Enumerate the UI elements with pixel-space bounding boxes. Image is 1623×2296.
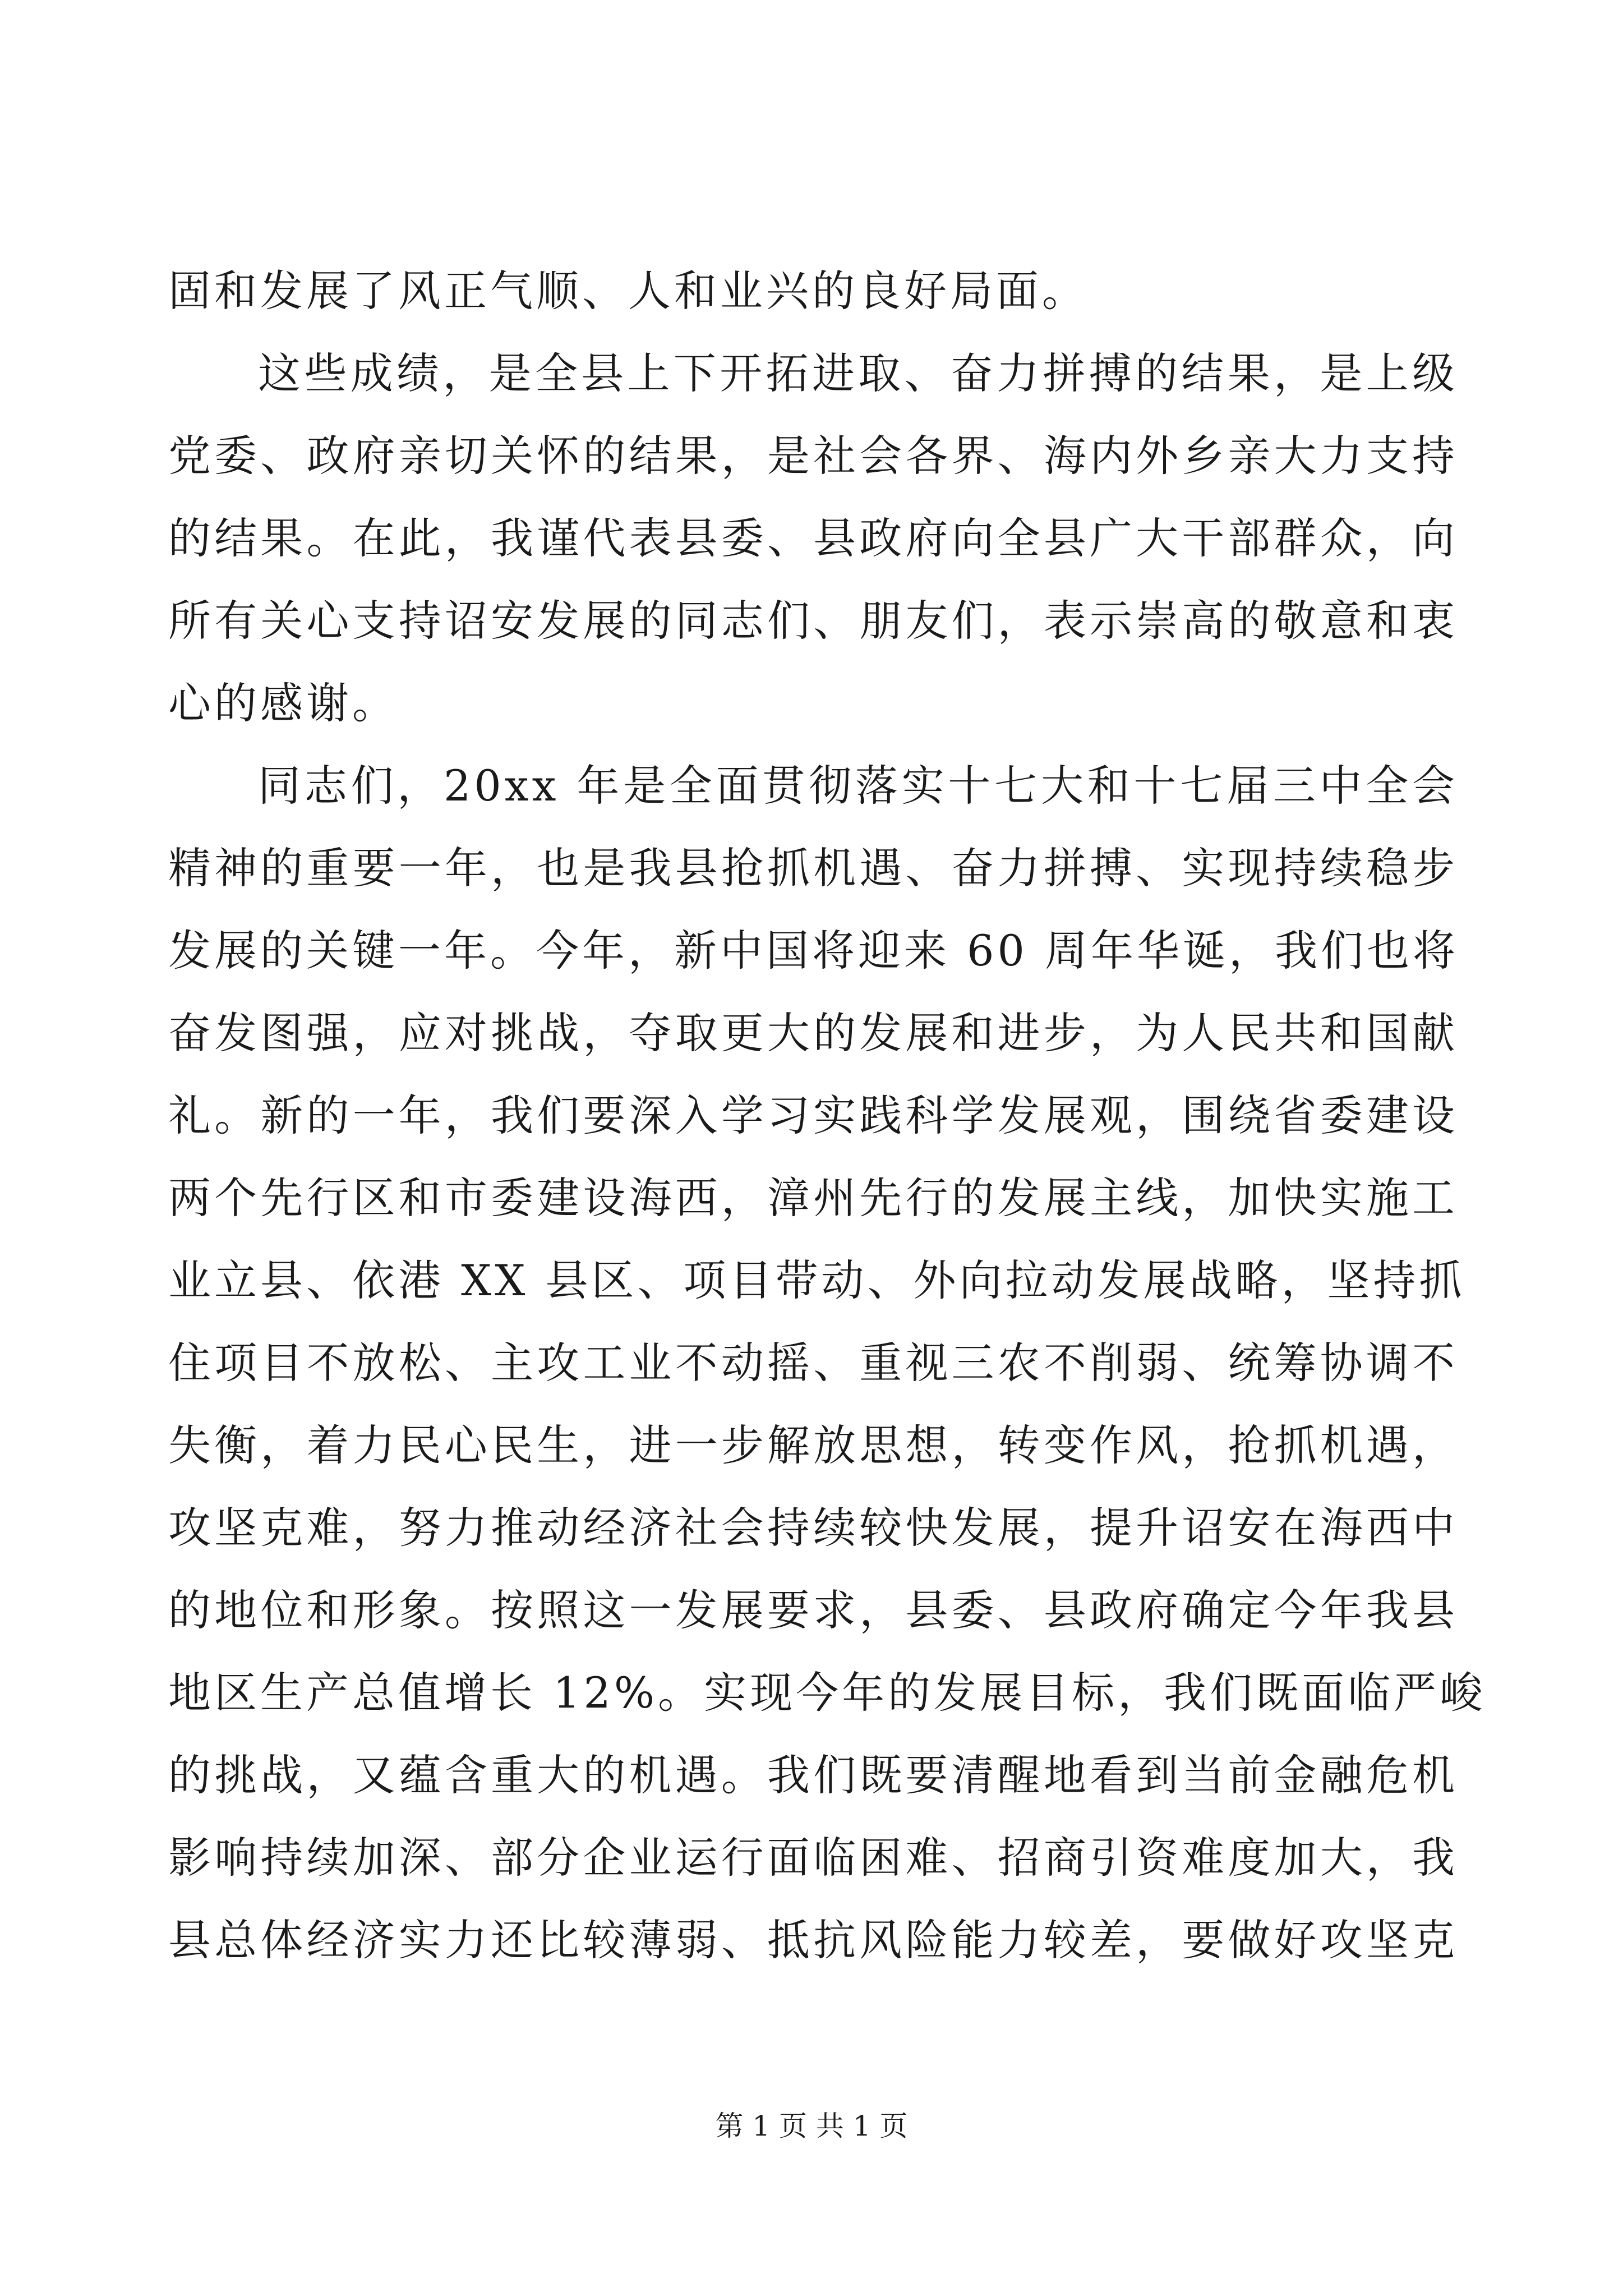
text-line: 这些成绩，是全县上下开拓进取、奋力拼搏的结果，是上级 xyxy=(258,348,1458,398)
text-line: 固和发展了风正气顺、人和业兴的良好局面。 xyxy=(168,266,1088,316)
text-line: 的结果。在此，我谨代表县委、县政府向全县广大干部群众，向 xyxy=(168,513,1458,563)
text-line: 攻坚克难，努力推动经济社会持续较快发展，提升诏安在海西中 xyxy=(168,1503,1458,1553)
document-body xyxy=(168,250,1486,1981)
text-line: 礼。新的一年，我们要深入学习实践科学发展观，围绕省委建设 xyxy=(168,1091,1458,1140)
text-line: 的地位和形象。按照这一发展要求，县委、县政府确定今年我县 xyxy=(168,1585,1458,1635)
text-line: 住项目不放松、主攻工业不动摇、重视三农不削弱、统筹协调不 xyxy=(168,1338,1458,1388)
text-line: 同志们，20xx 年是全面贯彻落实十七大和十七届三中全会 xyxy=(258,761,1458,811)
text-line: 发展的关键一年。今年，新中国将迎来 60 周年华诞，我们也将 xyxy=(168,926,1459,976)
text-line: 县总体经济实力还比较薄弱、抵抗风险能力较差，要做好攻坚克 xyxy=(168,1915,1458,1965)
text-line: 地区生产总值增长 12%。实现今年的发展目标，我们既面临严峻 xyxy=(168,1668,1486,1718)
text-line: 失衡，着力民心民生，进一步解放思想，转变作风，抢抓机遇， xyxy=(168,1420,1458,1470)
text-line: 奋发图强，应对挑战，夺取更大的发展和进步，为人民共和国献 xyxy=(168,1008,1458,1058)
text-line: 所有关心支持诏安发展的同志们、朋友们，表示崇高的敬意和衷 xyxy=(168,596,1458,646)
text-line: 两个先行区和市委建设海西，漳州先行的发展主线，加快实施工 xyxy=(168,1173,1458,1223)
text-line: 影响持续加深、部分企业运行面临困难、招商引资难度加大，我 xyxy=(168,1833,1458,1883)
page-footer: 第 1 页 共 1 页 xyxy=(715,2110,908,2142)
text-line: 业立县、依港 XX 县区、项目带动、外向拉动发展战略，坚持抓 xyxy=(168,1255,1465,1305)
text-line: 的挑战，又蕴含重大的机遇。我们既要清醒地看到当前金融危机 xyxy=(168,1750,1458,1800)
text-line: 党委、政府亲切关怀的结果，是社会各界、海内外乡亲大力支持 xyxy=(168,431,1458,481)
text-line: 精神的重要一年，也是我县抢抓机遇、奋力拼搏、实现持续稳步 xyxy=(168,843,1458,893)
text-line: 心的感谢。 xyxy=(168,678,398,728)
